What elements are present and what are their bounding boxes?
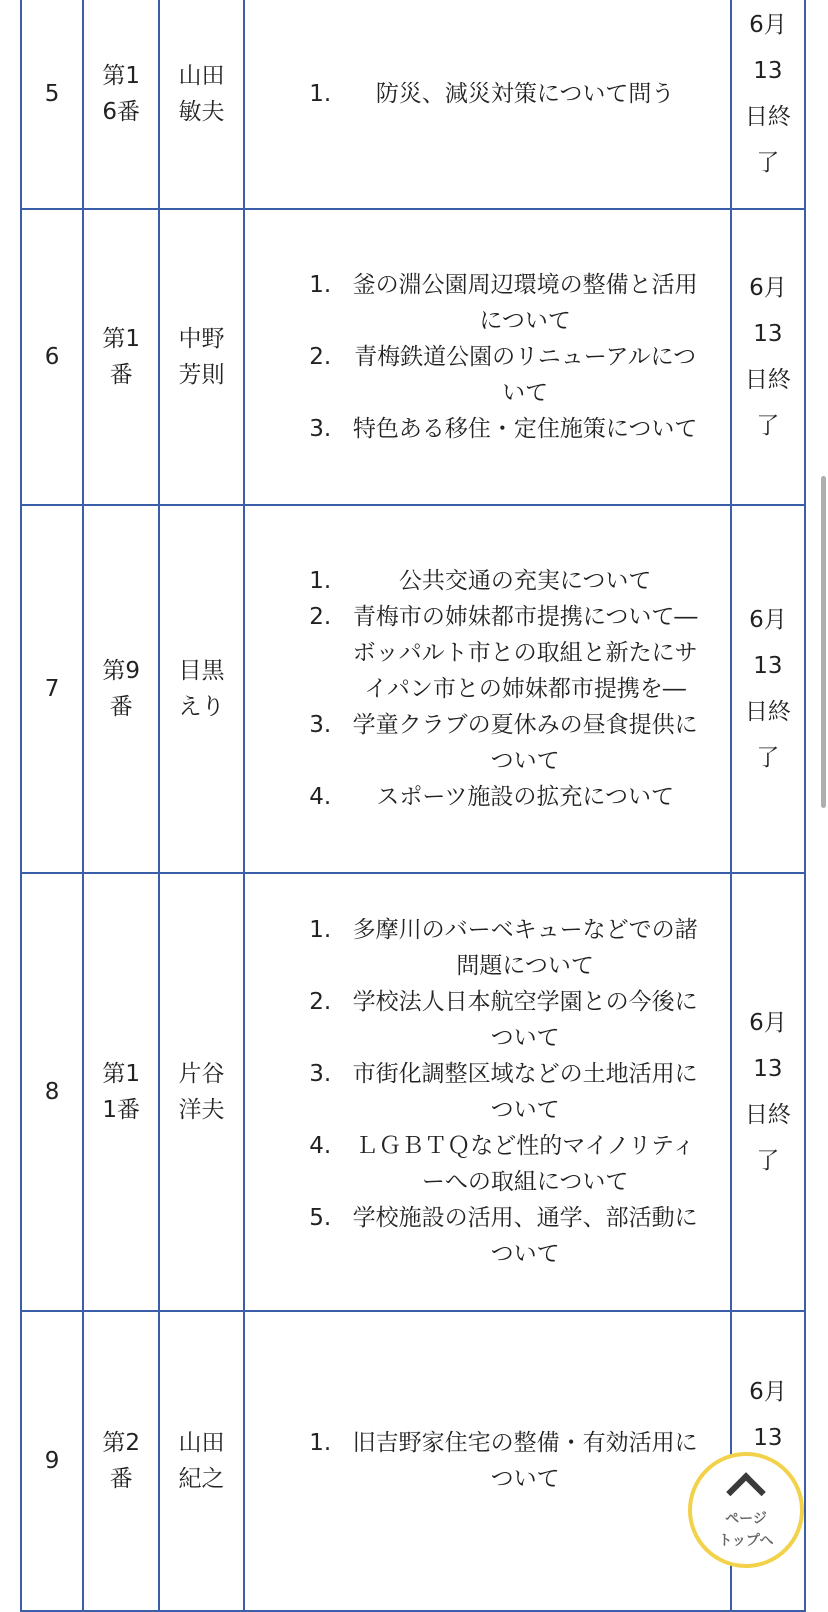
table-row [21, 209, 805, 505]
table-row [21, 873, 805, 1311]
seat-number: 第2番 [102, 1430, 141, 1492]
topic-item: 3. 市街化調整区域などの土地活用について [339, 1056, 704, 1128]
date-status: 6月13日終了 [744, 1010, 791, 1174]
topic-item: 3. 特色ある移住・定住施策について [339, 411, 704, 447]
topic-item: 4. ＬＧＢＴＱなど性的マイノリティーへの取組について [339, 1128, 704, 1200]
table-row [21, 505, 805, 873]
member-name: 片谷洋夫 [178, 1061, 225, 1123]
row-number: 8 [21, 873, 83, 1311]
topic-item: 2. 学校法人日本航空学園との今後について [339, 984, 704, 1056]
seat-number: 第16番 [102, 63, 141, 125]
topics-cell [244, 1311, 731, 1611]
topic-list [245, 76, 730, 112]
page-top-label-line2: トップへ [718, 1533, 774, 1549]
seat-number-cell [83, 873, 159, 1311]
topic-item: 1. 防災、減災対策について問う [339, 76, 704, 112]
date-cell [731, 0, 805, 209]
topic-item: 1. 多摩川のバーベキューなどでの諸問題について [339, 912, 704, 984]
seat-number-cell [83, 0, 159, 209]
topic-item: 2. 青梅鉄道公園のリニューアルについて [339, 339, 704, 411]
topics-cell [244, 0, 731, 209]
topic-list [245, 912, 730, 1272]
topics-cell [244, 209, 731, 505]
page-top-button[interactable] [688, 1452, 804, 1568]
topic-item: 1. 公共交通の充実について [339, 563, 704, 599]
topic-item: 1. 旧吉野家住宅の整備・有効活用について [339, 1425, 704, 1497]
date-cell [731, 873, 805, 1311]
topic-item: 2. 青梅市の姉妹都市提携について―ボッパルト市との取組と新たにサイパン市との姉妹都市提携を― [339, 599, 704, 707]
page-scrollbar[interactable] [821, 476, 826, 808]
topic-item: 4. スポーツ施設の拡充について [339, 779, 704, 815]
date-status: 6月13日終了 [744, 607, 791, 771]
date-status: 6月13日終了 [744, 12, 791, 176]
member-name-cell [159, 209, 243, 505]
topic-item: 3. 学童クラブの夏休みの昼食提供について [339, 707, 704, 779]
date-status: 6月13 [749, 1379, 787, 1451]
member-name: 目黒えり [178, 658, 225, 720]
topic-item: 5. 学校施設の活用、通学、部活動について [339, 1200, 704, 1272]
row-number: 7 [21, 505, 83, 873]
seat-number: 第11番 [102, 1061, 141, 1123]
member-name: 山田紀之 [178, 1430, 225, 1492]
seat-number-cell [83, 1311, 159, 1611]
questions-table [20, 0, 806, 1612]
seat-number-cell [83, 505, 159, 873]
topics-cell [244, 505, 731, 873]
member-name-cell [159, 505, 243, 873]
seat-number-cell [83, 209, 159, 505]
row-number: 9 [21, 1311, 83, 1611]
topic-list [245, 267, 730, 447]
table-row [21, 1311, 805, 1611]
member-name-cell [159, 1311, 243, 1611]
row-number: 5 [21, 0, 83, 209]
seat-number: 第9番 [102, 658, 141, 720]
topic-list [245, 563, 730, 815]
member-name: 中野芳則 [178, 326, 225, 388]
page-top-label-line1: ページ [725, 1511, 767, 1527]
chevron-up-icon [726, 1472, 766, 1512]
member-name-cell [159, 0, 243, 209]
member-name: 山田敏夫 [178, 63, 225, 125]
row-number: 6 [21, 209, 83, 505]
topic-item: 1. 釜の淵公園周辺環境の整備と活用について [339, 267, 704, 339]
date-cell [731, 505, 805, 873]
seat-number: 第1番 [102, 326, 141, 388]
topic-list [245, 1425, 730, 1497]
topics-cell [244, 873, 731, 1311]
date-cell [731, 209, 805, 505]
date-status: 6月13日終了 [744, 275, 791, 439]
table-row [21, 0, 805, 209]
member-name-cell [159, 873, 243, 1311]
